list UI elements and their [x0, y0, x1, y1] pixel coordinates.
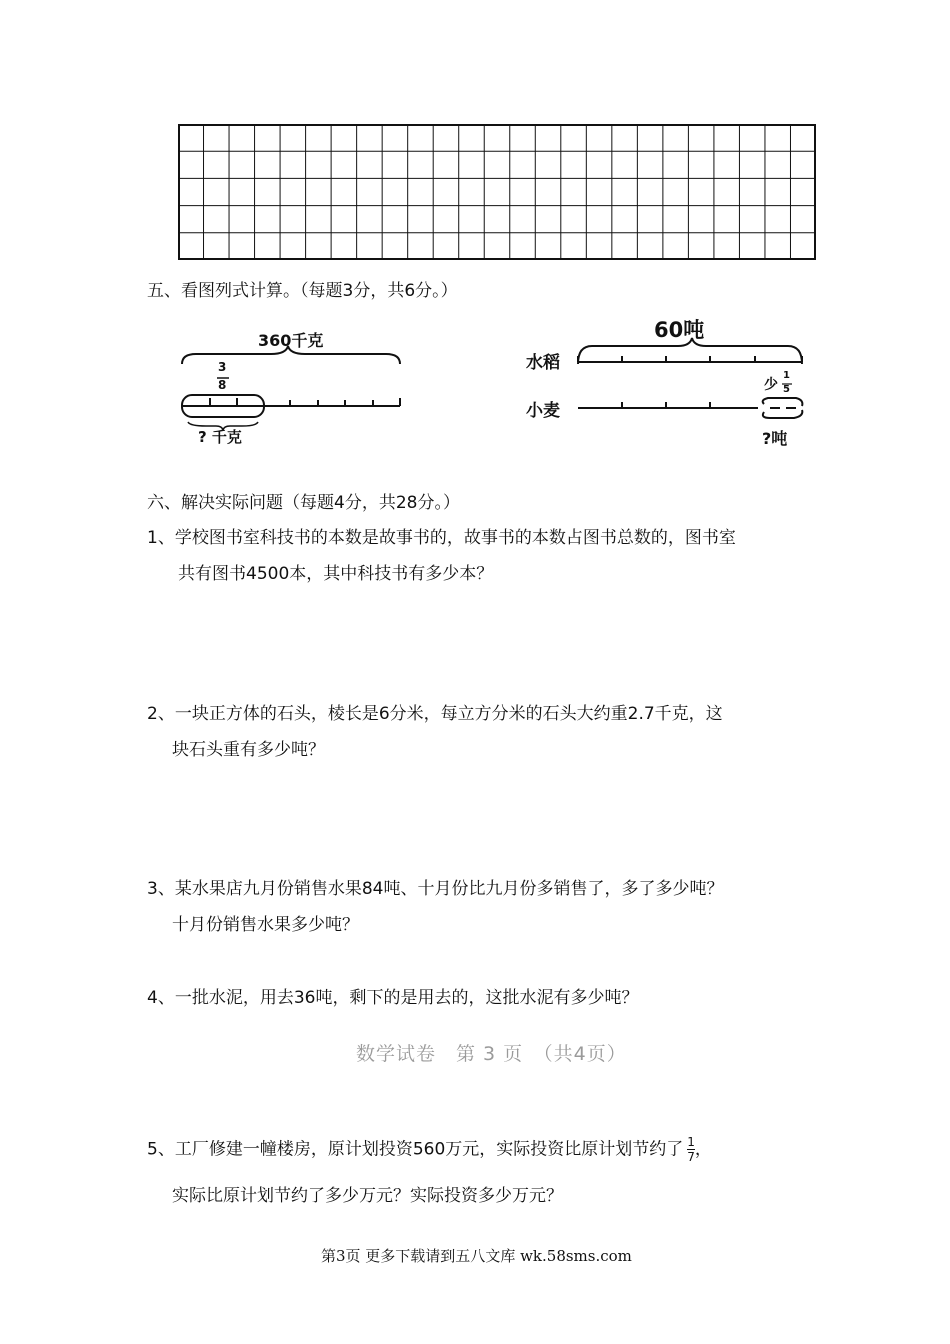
question-1-line-2: 共有图书4500本，其中科技书有多少本？	[178, 564, 494, 584]
writing-grid	[178, 124, 816, 260]
diagram-1-question: ? 千克	[198, 428, 242, 446]
question-5-fraction	[687, 1135, 695, 1164]
diagram-2-total: 60吨	[654, 318, 705, 342]
diagram-2-frac-den: 5	[783, 384, 790, 395]
diagram-1	[176, 318, 416, 448]
question-5-frac-den: 7	[687, 1150, 695, 1164]
diagram-2-question: ?吨	[762, 429, 788, 448]
question-3-line-2: 十月份销售水果多少吨？	[172, 915, 359, 935]
question-5-frac-num: 1	[687, 1135, 695, 1149]
question-2-line-2: 块石头重有多少吨？	[172, 740, 325, 760]
question-5-comma: ，	[694, 1139, 712, 1160]
diagram-1-frac-num: 3	[218, 360, 227, 374]
question-2-line-1: 2、一块正方体的石头，棱长是6分米，每立方分米的石头大约重2.7千克，这	[147, 704, 723, 724]
question-3-line-1: 3、某水果店九月份销售水果84吨、十月份比九月份多销售了，多了多少吨？	[147, 879, 724, 899]
diagram-2-less-label: 少	[764, 377, 778, 393]
question-5-line-1	[147, 1135, 712, 1164]
diagram-1-frac-den: 8	[218, 378, 227, 392]
diagram-1-total: 360千克	[258, 331, 324, 350]
question-5-text: 5、工厂修建一幢楼房，原计划投资560万元，实际投资比原计划节约了	[147, 1139, 684, 1160]
section-5-heading: 五、看图列式计算。（每题3分，共6分。）	[147, 281, 458, 301]
diagram-2-wheat-label: 小麦	[526, 401, 560, 421]
diagram-2-frac-num: 1	[783, 370, 790, 381]
page-label: 数学试卷 第 3 页 （共4页）	[356, 1043, 627, 1065]
diagram-2-rice-label: 水稻	[526, 353, 560, 373]
question-5-line-2: 实际比原计划节约了多少万元？实际投资多少万元？	[172, 1186, 563, 1206]
section-6-heading: 六、解决实际问题（每题4分，共28分。）	[147, 493, 460, 513]
download-footer: 第3页 更多下载请到五八文库 wk.58sms.com	[321, 1247, 632, 1265]
question-4-line-1: 4、一批水泥，用去36吨，剩下的是用去的，这批水泥有多少吨？	[147, 988, 639, 1008]
diagram-2	[520, 312, 820, 452]
question-1-line-1: 1、学校图书室科技书的本数是故事书的，故事书的本数占图书总数的，图书室	[147, 528, 736, 548]
